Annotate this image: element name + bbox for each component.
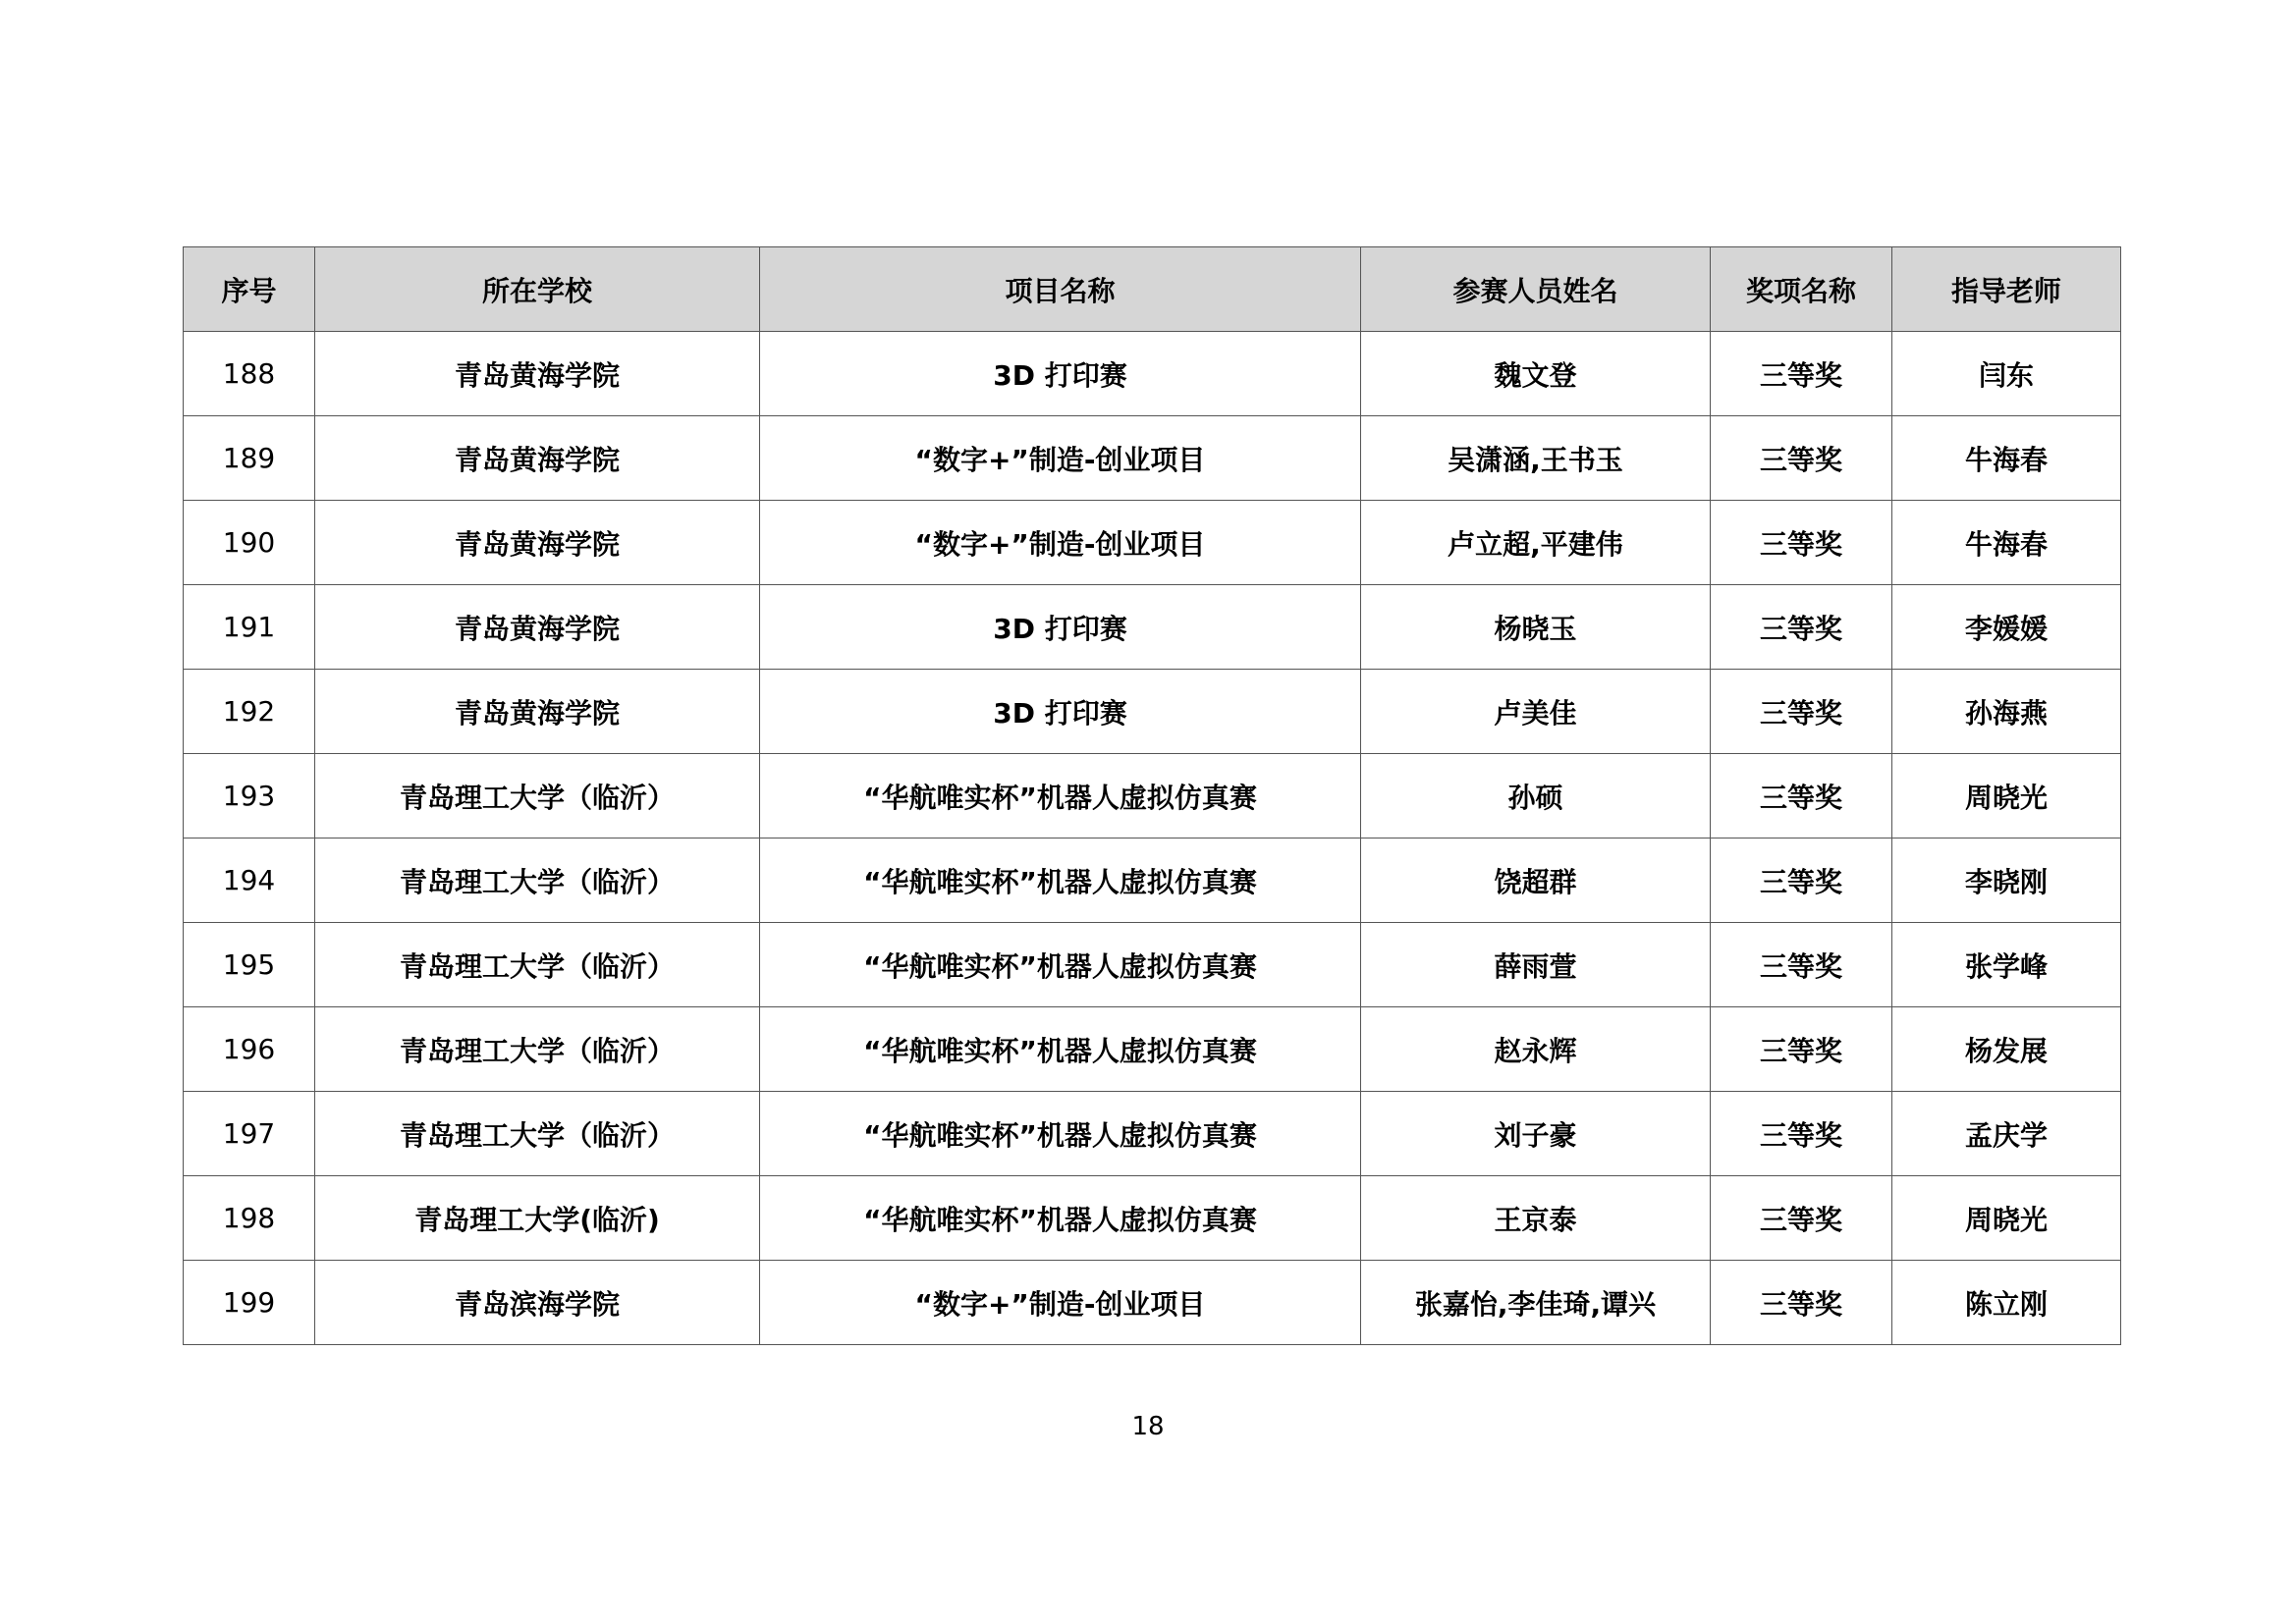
cell-participants: 杨晓玉 <box>1361 585 1711 670</box>
cell-school: 青岛理工大学(临沂) <box>315 1176 760 1261</box>
cell-advisor: 牛海春 <box>1892 416 2121 501</box>
table-body <box>184 332 2121 1345</box>
cell-participants: 赵永辉 <box>1361 1007 1711 1092</box>
cell-award: 三等奖 <box>1711 839 1892 923</box>
cell-award: 三等奖 <box>1711 1007 1892 1092</box>
cell-participants: 张嘉怡,李佳琦,谭兴 <box>1361 1261 1711 1345</box>
cell-school: 青岛黄海学院 <box>315 501 760 585</box>
cell-advisor: 孟庆学 <box>1892 1092 2121 1176</box>
cell-index: 193 <box>184 754 315 839</box>
cell-advisor: 杨发展 <box>1892 1007 2121 1092</box>
cell-school: 青岛黄海学院 <box>315 670 760 754</box>
cell-award: 三等奖 <box>1711 501 1892 585</box>
header-award: 奖项名称 <box>1711 247 1892 332</box>
cell-award: 三等奖 <box>1711 670 1892 754</box>
cell-participants: 魏文登 <box>1361 332 1711 416</box>
table-row <box>184 416 2121 501</box>
cell-project: “华航唯实杯”机器人虚拟仿真赛 <box>760 1176 1361 1261</box>
cell-index: 192 <box>184 670 315 754</box>
cell-advisor: 牛海春 <box>1892 501 2121 585</box>
cell-index: 191 <box>184 585 315 670</box>
cell-project: “华航唯实杯”机器人虚拟仿真赛 <box>760 839 1361 923</box>
table-row <box>184 585 2121 670</box>
cell-index: 195 <box>184 923 315 1007</box>
cell-award: 三等奖 <box>1711 416 1892 501</box>
cell-project: “华航唯实杯”机器人虚拟仿真赛 <box>760 923 1361 1007</box>
table-row <box>184 670 2121 754</box>
cell-award: 三等奖 <box>1711 1176 1892 1261</box>
cell-participants: 刘子豪 <box>1361 1092 1711 1176</box>
table-row <box>184 923 2121 1007</box>
cell-advisor: 闫东 <box>1892 332 2121 416</box>
cell-school: 青岛黄海学院 <box>315 585 760 670</box>
cell-participants: 卢立超,平建伟 <box>1361 501 1711 585</box>
cell-award: 三等奖 <box>1711 332 1892 416</box>
cell-project: “华航唯实杯”机器人虚拟仿真赛 <box>760 754 1361 839</box>
page-number: 18 <box>1131 1412 1165 1441</box>
table-row <box>184 1092 2121 1176</box>
cell-index: 189 <box>184 416 315 501</box>
cell-project: “数字+”制造-创业项目 <box>760 1261 1361 1345</box>
table-header <box>184 247 2121 332</box>
table-row <box>184 332 2121 416</box>
table-row <box>184 1261 2121 1345</box>
cell-advisor: 李晓刚 <box>1892 839 2121 923</box>
cell-advisor: 张学峰 <box>1892 923 2121 1007</box>
header-school: 所在学校 <box>315 247 760 332</box>
cell-index: 196 <box>184 1007 315 1092</box>
award-table <box>183 246 2121 1345</box>
cell-school: 青岛滨海学院 <box>315 1261 760 1345</box>
header-index: 序号 <box>184 247 315 332</box>
cell-school: 青岛黄海学院 <box>315 416 760 501</box>
table-row <box>184 1007 2121 1092</box>
header-row <box>184 247 2121 332</box>
cell-index: 188 <box>184 332 315 416</box>
cell-project: 3D 打印赛 <box>760 670 1361 754</box>
cell-school: 青岛理工大学（临沂） <box>315 1007 760 1092</box>
cell-project: “华航唯实杯”机器人虚拟仿真赛 <box>760 1092 1361 1176</box>
table-row <box>184 754 2121 839</box>
cell-award: 三等奖 <box>1711 1261 1892 1345</box>
cell-advisor: 陈立刚 <box>1892 1261 2121 1345</box>
header-advisor: 指导老师 <box>1892 247 2121 332</box>
cell-school: 青岛理工大学（临沂） <box>315 754 760 839</box>
cell-award: 三等奖 <box>1711 923 1892 1007</box>
cell-school: 青岛理工大学（临沂） <box>315 839 760 923</box>
cell-award: 三等奖 <box>1711 754 1892 839</box>
cell-award: 三等奖 <box>1711 1092 1892 1176</box>
cell-advisor: 周晓光 <box>1892 1176 2121 1261</box>
cell-project: 3D 打印赛 <box>760 585 1361 670</box>
cell-school: 青岛理工大学（临沂） <box>315 1092 760 1176</box>
cell-advisor: 孙海燕 <box>1892 670 2121 754</box>
cell-advisor: 周晓光 <box>1892 754 2121 839</box>
cell-index: 194 <box>184 839 315 923</box>
cell-participants: 王京泰 <box>1361 1176 1711 1261</box>
cell-participants: 卢美佳 <box>1361 670 1711 754</box>
cell-advisor: 李媛媛 <box>1892 585 2121 670</box>
cell-project: “华航唯实杯”机器人虚拟仿真赛 <box>760 1007 1361 1092</box>
header-participants: 参赛人员姓名 <box>1361 247 1711 332</box>
cell-project: 3D 打印赛 <box>760 332 1361 416</box>
cell-index: 190 <box>184 501 315 585</box>
cell-project: “数字+”制造-创业项目 <box>760 416 1361 501</box>
table-row <box>184 1176 2121 1261</box>
cell-participants: 孙硕 <box>1361 754 1711 839</box>
table-row <box>184 839 2121 923</box>
cell-school: 青岛理工大学（临沂） <box>315 923 760 1007</box>
header-project: 项目名称 <box>760 247 1361 332</box>
cell-participants: 吴潇涵,王书玉 <box>1361 416 1711 501</box>
cell-index: 197 <box>184 1092 315 1176</box>
cell-school: 青岛黄海学院 <box>315 332 760 416</box>
cell-participants: 薛雨萱 <box>1361 923 1711 1007</box>
cell-participants: 饶超群 <box>1361 839 1711 923</box>
cell-award: 三等奖 <box>1711 585 1892 670</box>
cell-index: 198 <box>184 1176 315 1261</box>
table-row <box>184 501 2121 585</box>
cell-project: “数字+”制造-创业项目 <box>760 501 1361 585</box>
cell-index: 199 <box>184 1261 315 1345</box>
